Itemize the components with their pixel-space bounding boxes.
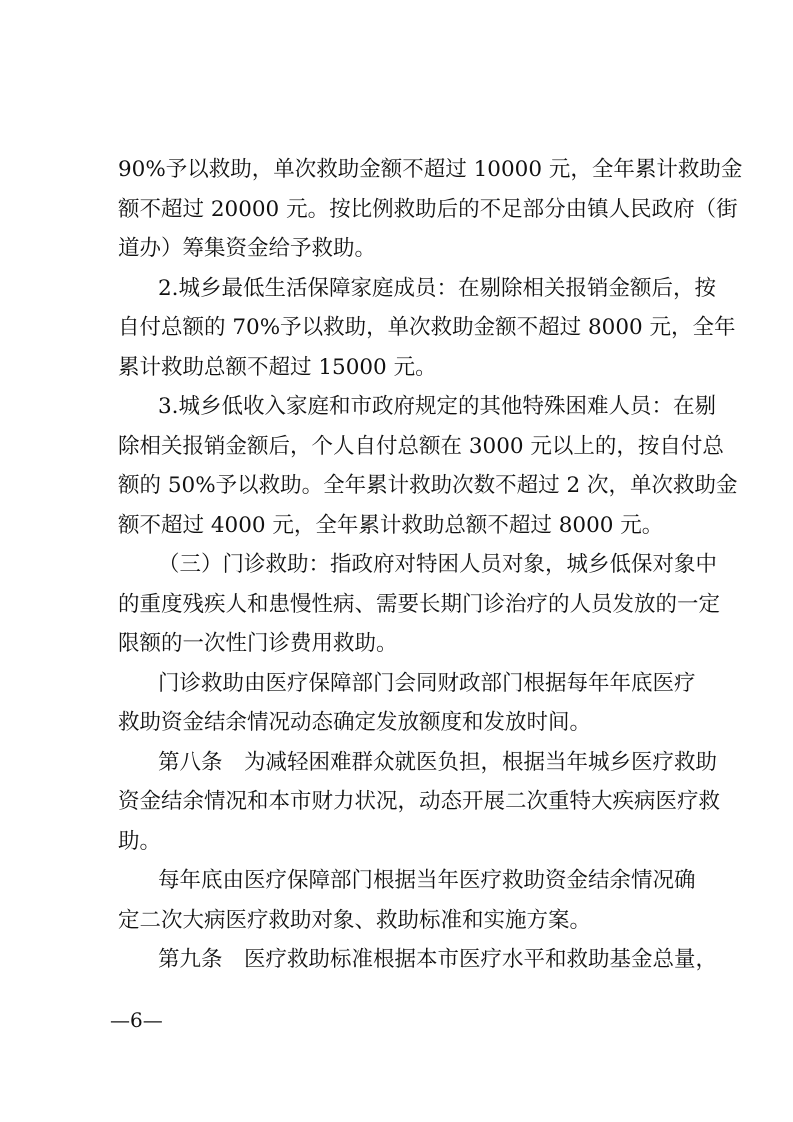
body-text-line: 资金结余情况和本市财力状况，动态开展二次重特大疾病医疗救 [118,789,721,814]
body-text-line: 每年底由医疗保障部门根据当年医疗救助资金结余情况确 [158,868,696,893]
body-text-line: 救助资金结余情况动态确定发放额度和发放时间。 [118,710,592,735]
body-text-line: 道办）筹集资金给予救助。 [118,236,377,261]
body-text-line: 额的 50%予以救助。全年累计救助次数不超过 2 次，单次救助金 [118,473,738,498]
body-text-line: 除相关报销金额后，个人自付总额在 3000 元以上的，按自付总 [118,434,724,459]
body-text-line: 额不超过 4000 元，全年累计救助总额不超过 8000 元。 [118,513,664,538]
page-number: —6— [110,1008,163,1032]
body-text-line: 门诊救助由医疗保障部门会同财政部门根据每年年底医疗 [158,671,696,696]
body-text-line: 3.城乡低收入家庭和市政府规定的其他特殊困难人员：在剔 [158,394,717,419]
body-text-line: 限额的一次性门诊费用救助。 [118,631,398,656]
body-text-line: 2.城乡最低生活保障家庭成员：在剔除相关报销金额后，按 [158,276,717,301]
body-text-line: 第八条 为减轻困难群众就医负担，根据当年城乡医疗救助 [158,750,718,775]
body-text-line: 的重度残疾人和患慢性病、需要长期门诊治疗的人员发放的一定 [118,592,721,617]
body-text-line: 额不超过 20000 元。按比例救助后的不足部分由镇人民政府（街 [118,197,738,222]
body-text-line: 定二次大病医疗救助对象、救助标准和实施方案。 [118,908,592,933]
body-text-line: （三）门诊救助：指政府对特困人员对象，城乡低保对象中 [158,552,718,577]
body-text-line: 累计救助总额不超过 15000 元。 [118,355,437,380]
body-text-line: 助。 [118,829,162,854]
body-text-line: 自付总额的 70%予以救助，单次救助金额不超过 8000 元，全年 [118,315,736,340]
body-text-line: 90%予以救助，单次救助金额不超过 10000 元，全年累计救助金 [118,157,743,182]
body-text-line: 第九条 医疗救助标准根据本市医疗水平和救助基金总量， [158,947,718,972]
